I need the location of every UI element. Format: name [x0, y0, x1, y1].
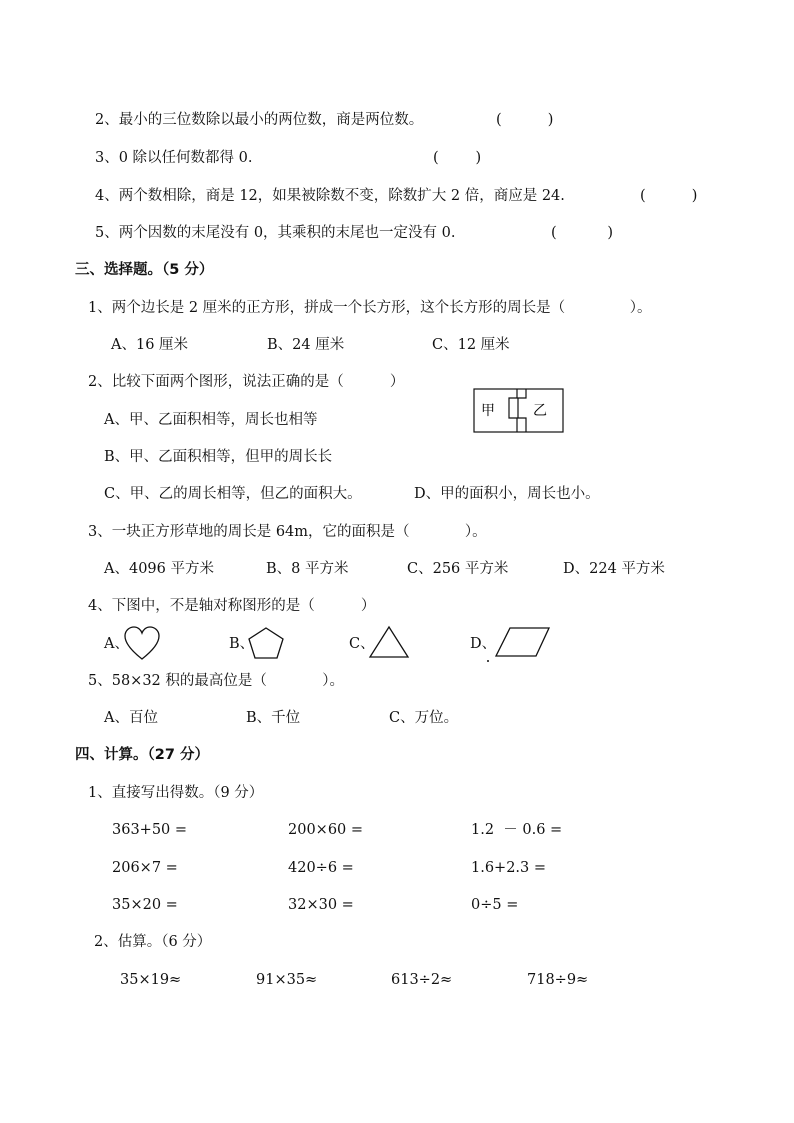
parallelogram-icon — [486, 626, 552, 664]
triangle-icon — [368, 625, 410, 659]
choice-q3-option-a[interactable]: A、4096 平方米 — [104, 561, 214, 577]
calc-item[interactable]: 32×30 = — [288, 897, 354, 913]
judge-q4-text: 4、两个数相除，商是 12，如果被除数不变，除数扩大 2 倍，商应是 24. — [95, 188, 565, 204]
choice-q5-option-b[interactable]: B、千位 — [246, 710, 301, 726]
calc-item[interactable]: 206×7 = — [112, 860, 178, 876]
choice-q1-option-a[interactable]: A、16 厘米 — [111, 337, 189, 353]
judge-q2-answer-blank[interactable]: ( ) — [496, 112, 554, 128]
heart-icon — [124, 626, 160, 662]
choice-q5-text: 5、58×32 积的最高位是（ ）。 — [88, 673, 344, 689]
choice-q3-option-d[interactable]: D、224 平方米 — [563, 561, 665, 577]
choice-q4-text: 4、下图中，不是轴对称图形的是（ ） — [88, 598, 376, 614]
choice-q5-option-c[interactable]: C、万位。 — [389, 710, 459, 726]
calc-item[interactable]: 1.6+2.3 = — [471, 860, 547, 876]
judge-q5-text: 5、两个因数的末尾没有 0，其乘积的末尾也一定没有 0. — [95, 225, 456, 241]
estimate-item[interactable]: 613÷2≈ — [391, 972, 453, 988]
judge-q4-answer-blank[interactable]: ( ) — [640, 188, 698, 204]
choice-q2-option-a[interactable]: A、甲、乙面积相等，周长也相等 — [104, 412, 318, 428]
calc-item[interactable]: 363+50 = — [112, 822, 188, 838]
calc-item[interactable]: 200×60 = — [288, 822, 364, 838]
calc-sub2-title: 2、估算。（6 分） — [94, 934, 212, 950]
choice-q4-option-d[interactable]: D、 — [470, 636, 497, 652]
choice-q2-text: 2、比较下面两个图形，说法正确的是（ ） — [88, 374, 405, 390]
choice-q4-option-a[interactable]: A、 — [104, 636, 129, 652]
choice-q3-option-b[interactable]: B、8 平方米 — [266, 561, 349, 577]
section-4-heading: 四、计算。（27 分） — [75, 747, 209, 763]
estimate-item[interactable]: 35×19≈ — [120, 972, 182, 988]
judge-q2-text: 2、最小的三位数除以最小的两位数，商是两位数。 — [95, 112, 424, 128]
estimate-item[interactable]: 718÷9≈ — [527, 972, 589, 988]
choice-q3-text: 3、一块正方形草地的周长是 64m，它的面积是（ ）。 — [88, 524, 487, 540]
choice-q4-option-b[interactable]: B、 — [229, 636, 255, 652]
calc-item[interactable]: 35×20 = — [112, 897, 178, 913]
choice-q1-text: 1、两个边长是 2 厘米的正方形，拼成一个长方形，这个长方形的周长是（ ）。 — [88, 300, 652, 316]
estimate-item[interactable]: 91×35≈ — [256, 972, 318, 988]
figure-divider — [509, 389, 517, 432]
figure-divider-right — [518, 389, 526, 432]
choice-q2-option-d[interactable]: D、甲的面积小，周长也小。 — [414, 486, 600, 502]
choice-q1-option-c[interactable]: C、12 厘米 — [432, 337, 510, 353]
calc-item[interactable]: 420÷6 = — [288, 860, 354, 876]
choice-q2-option-b[interactable]: B、甲、乙面积相等，但甲的周长长 — [104, 449, 333, 465]
figure-label-yi: 乙 — [533, 403, 547, 419]
calc-item[interactable]: 1.2 － 0.6 = — [471, 822, 563, 838]
judge-q3-answer-blank[interactable]: ( ) — [433, 150, 482, 166]
choice-q4-option-c[interactable]: C、 — [349, 636, 375, 652]
choice-q3-option-c[interactable]: C、256 平方米 — [407, 561, 509, 577]
calc-sub1-title: 1、直接写出得数。（9 分） — [88, 785, 264, 801]
figure-label-jia: 甲 — [481, 403, 495, 419]
judge-q3-text: 3、0 除以任何数都得 0. — [95, 150, 253, 166]
choice-q5-option-a[interactable]: A、百位 — [104, 710, 158, 726]
calc-item[interactable]: 0÷5 = — [471, 897, 519, 913]
choice-q1-option-b[interactable]: B、24 厘米 — [267, 337, 345, 353]
choice-q2-option-c[interactable]: C、甲、乙的周长相等，但乙的面积大。 — [104, 486, 362, 502]
pentagon-icon — [247, 626, 285, 660]
judge-q5-answer-blank[interactable]: ( ) — [551, 225, 614, 241]
jia-yi-figure — [473, 388, 565, 434]
section-3-heading: 三、选择题。（5 分） — [75, 262, 214, 278]
